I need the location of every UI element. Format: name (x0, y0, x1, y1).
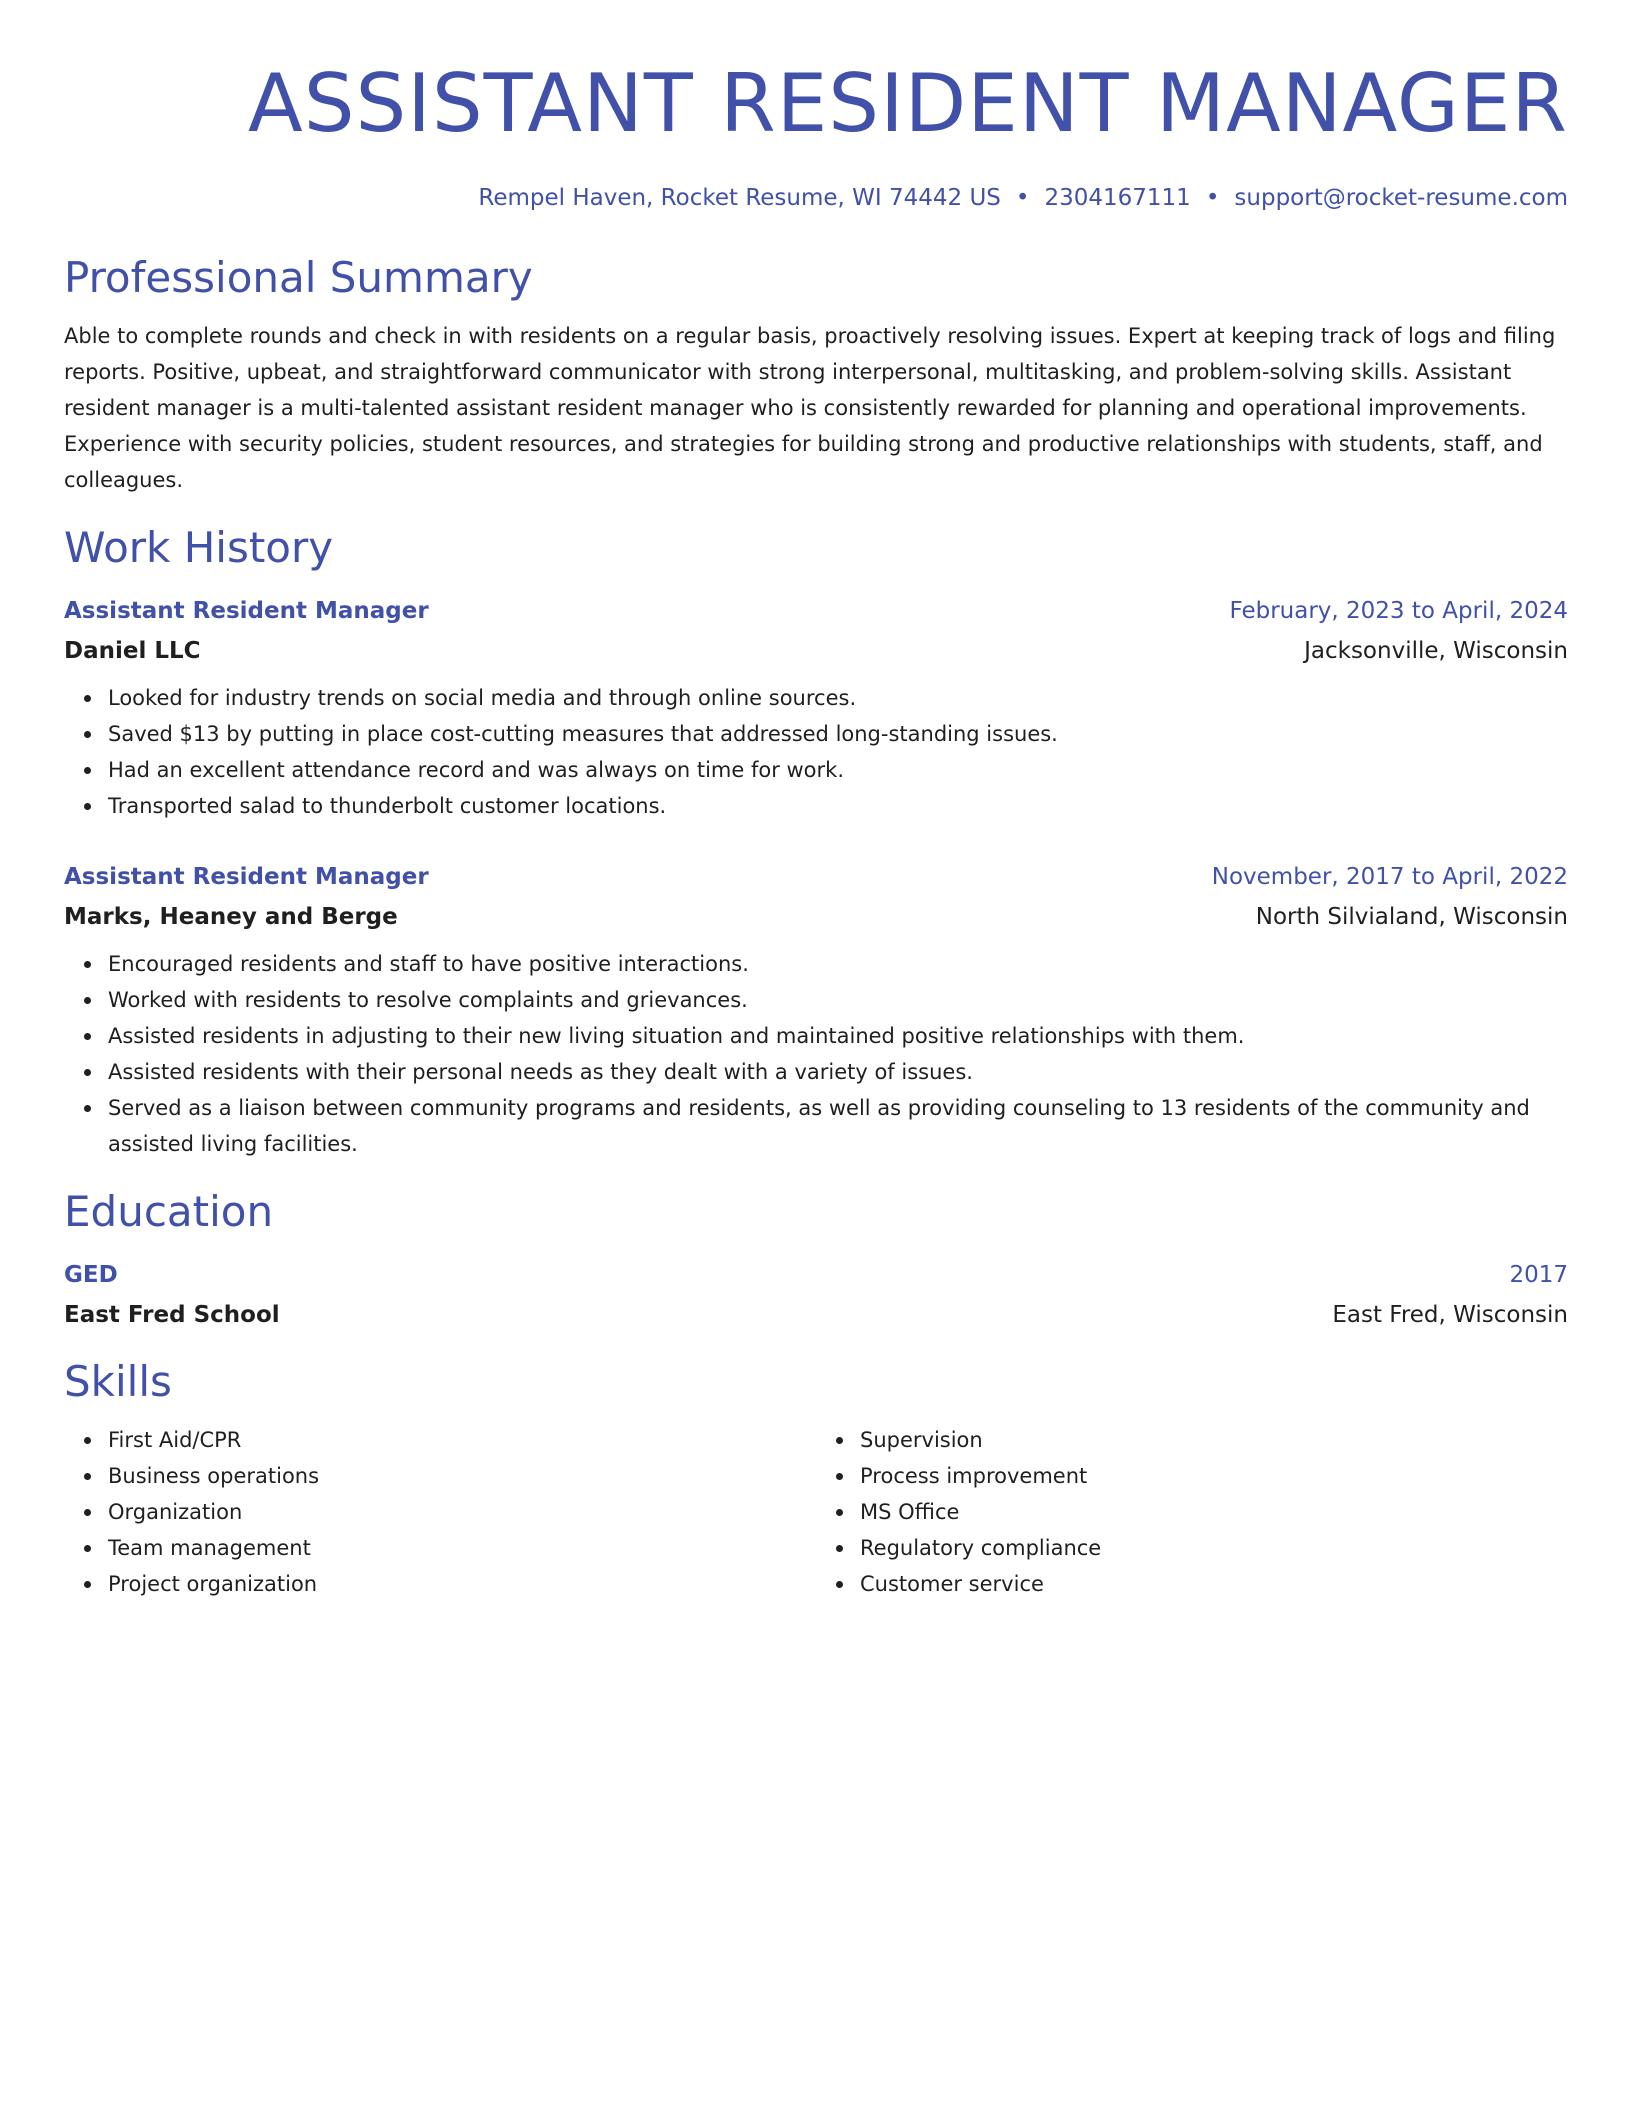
section-title: Work History (64, 523, 334, 572)
skill-item: Project organization (108, 1566, 816, 1602)
section-title: Professional Summary (64, 253, 533, 302)
section-title: Education (64, 1187, 274, 1236)
list-item: Served as a liaison between community programs and residents, as well as providing counseling to 13 residents of the community and assisted living facilities. (108, 1090, 1568, 1162)
candidate-name: ASSISTANT RESIDENT MANAGER (247, 57, 1568, 150)
education-section (64, 1184, 1568, 1332)
contact-separator: • (1205, 185, 1220, 211)
job-title: Assistant Resident Manager (64, 598, 429, 624)
school-location: East Fred, Wisconsin (1332, 1302, 1568, 1328)
list-item: Looked for industry trends on social media and through online sources. (108, 680, 1568, 716)
job-header-row (64, 594, 1568, 628)
contact-phone: 2304167111 (1044, 185, 1191, 211)
list-item: Had an excellent attendance record and was always on time for work. (108, 752, 1568, 788)
education-entry (64, 1258, 1568, 1332)
job-bullets (64, 946, 1568, 1162)
contact-address: Rempel Haven, Rocket Resume, WI 74442 US (478, 185, 1001, 211)
job-entry (64, 594, 1568, 824)
school-name: East Fred School (64, 1302, 280, 1328)
job-title: Assistant Resident Manager (64, 864, 429, 890)
list-item: Saved $13 by putting in place cost-cutting measures that addressed long-standing issues. (108, 716, 1568, 752)
skill-item: MS Office (860, 1494, 1568, 1530)
list-item: Assisted residents in adjusting to their new living situation and maintained positive relationships with them. (108, 1018, 1568, 1054)
work-history-section (64, 520, 1568, 1162)
skill-item: First Aid/CPR (108, 1422, 816, 1458)
skill-item: Customer service (860, 1566, 1568, 1602)
skill-item: Team management (108, 1530, 816, 1566)
list-item: Transported salad to thunderbolt customer locations. (108, 788, 1568, 824)
job-location: Jacksonville, Wisconsin (1304, 638, 1568, 664)
company-name: Daniel LLC (64, 638, 201, 664)
summary-text: Able to complete rounds and check in with residents on a regular basis, proactively resolving issues. Expert at keeping track of logs and filing reports. Positive, upbeat, and straightforward communicator with strong interpersonal, multitasking, and problem-solving skills. Assistant resident manager is a multi-talented assistant resident manager who is consistently rewarded for planning and operational improvements. Experience with security policies, student resources, and strategies for building strong and productive relationships with students, staff, and colleagues. (64, 324, 1556, 492)
job-dates: November, 2017 to April, 2022 (1211, 864, 1568, 890)
list-item: Worked with residents to resolve complaints and grievances. (108, 982, 1568, 1018)
job-header-row (64, 860, 1568, 894)
job-company-row (64, 628, 1568, 668)
job-entry (64, 860, 1568, 1162)
job-location: North Silvialand, Wisconsin (1255, 904, 1568, 930)
contact-separator: • (1015, 185, 1030, 211)
contact-line (64, 182, 1568, 214)
job-dates: February, 2023 to April, 2024 (1229, 598, 1568, 624)
skills-column-left (64, 1422, 816, 1602)
contact-email: support@rocket-resume.com (1234, 185, 1568, 211)
skill-item: Regulatory compliance (860, 1530, 1568, 1566)
skill-item: Supervision (860, 1422, 1568, 1458)
education-header-row (64, 1258, 1568, 1292)
skill-item: Business operations (108, 1458, 816, 1494)
skills-grid (64, 1422, 1568, 1602)
skill-item: Organization (108, 1494, 816, 1530)
section-title: Skills (64, 1357, 172, 1406)
company-name: Marks, Heaney and Berge (64, 904, 398, 930)
degree: GED (64, 1262, 118, 1288)
graduation-year: 2017 (1509, 1262, 1568, 1288)
list-item: Encouraged residents and staff to have positive interactions. (108, 946, 1568, 982)
skills-section (64, 1354, 1568, 1602)
job-bullets (64, 680, 1568, 824)
list-item: Assisted residents with their personal needs as they dealt with a variety of issues. (108, 1054, 1568, 1090)
professional-summary-section (64, 250, 1568, 498)
skills-column-right (816, 1422, 1568, 1602)
skill-item: Process improvement (860, 1458, 1568, 1494)
education-school-row (64, 1292, 1568, 1332)
job-company-row (64, 894, 1568, 934)
resume-header (64, 52, 1568, 214)
